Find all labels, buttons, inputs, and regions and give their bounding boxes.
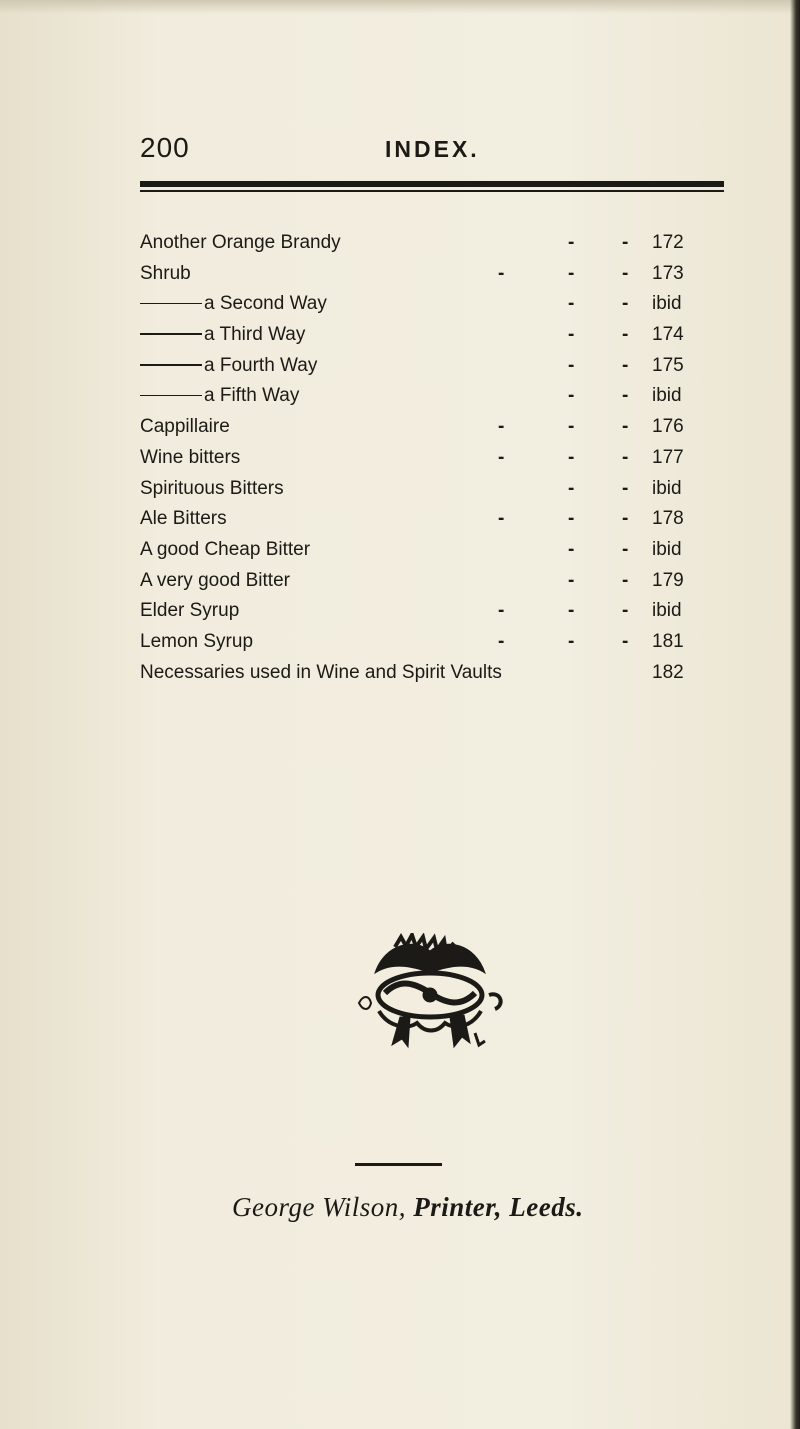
page-right-edge bbox=[790, 0, 800, 1429]
leader-dash: - bbox=[622, 600, 629, 622]
index-entry bbox=[140, 320, 724, 351]
index-entry bbox=[140, 412, 724, 443]
entry-label: a Fourth Way bbox=[204, 354, 318, 376]
running-head: INDEX. bbox=[385, 136, 480, 162]
index-entry bbox=[140, 351, 724, 382]
header-rule-thick bbox=[140, 181, 724, 187]
entry-page-ref: 172 bbox=[652, 232, 684, 253]
leader-dash: - bbox=[498, 508, 505, 530]
leader-dash: - bbox=[568, 600, 575, 622]
leader-dash: - bbox=[622, 446, 629, 468]
leader-dash: - bbox=[568, 446, 575, 468]
index-entry bbox=[140, 289, 724, 320]
leader-dash: - bbox=[622, 262, 629, 284]
leader-dash: - bbox=[498, 416, 505, 438]
page-number: 200 bbox=[140, 132, 190, 163]
index-entry bbox=[140, 504, 724, 535]
leader-dash: - bbox=[498, 446, 505, 468]
leader-dash: - bbox=[622, 477, 629, 499]
index-entry bbox=[140, 658, 724, 689]
printer-name: George Wilson, bbox=[232, 1192, 406, 1222]
index-entry bbox=[140, 381, 724, 412]
leader-dash: - bbox=[568, 293, 575, 315]
leader-dash: - bbox=[498, 262, 505, 284]
entry-page-ref: ibid bbox=[652, 293, 682, 315]
leader-dash: - bbox=[568, 324, 575, 346]
ditto-dash bbox=[140, 333, 202, 335]
leader-dash: - bbox=[622, 416, 629, 438]
leader-dash: - bbox=[622, 538, 629, 560]
leader-dash: - bbox=[568, 232, 575, 253]
floral-ornament-icon bbox=[355, 933, 505, 1051]
leader-dash: - bbox=[622, 385, 629, 407]
printer-imprint bbox=[232, 1192, 652, 1223]
leader-dash: - bbox=[622, 324, 629, 346]
entry-page-ref: 174 bbox=[652, 324, 684, 346]
entry-label: a Second Way bbox=[204, 293, 327, 315]
leader-dash: - bbox=[622, 569, 629, 591]
entry-label: Shrub bbox=[140, 262, 191, 284]
entry-label: Spirituous Bitters bbox=[140, 477, 284, 499]
printer-role: Printer, bbox=[413, 1192, 503, 1222]
entry-page-ref: 178 bbox=[652, 508, 684, 530]
entry-label: Wine bitters bbox=[140, 446, 241, 468]
leader-dash: - bbox=[568, 416, 575, 438]
leader-dash: - bbox=[568, 385, 575, 407]
leader-dash: - bbox=[568, 508, 575, 530]
index-entry bbox=[140, 596, 724, 627]
index-entry bbox=[140, 259, 724, 290]
ditto-dash bbox=[140, 303, 202, 305]
leader-dash: - bbox=[568, 477, 575, 499]
index-entry bbox=[140, 474, 724, 505]
leader-dash: - bbox=[622, 508, 629, 530]
entry-page-ref: 176 bbox=[652, 416, 684, 438]
leader-dash: - bbox=[622, 293, 629, 315]
entry-label: Necessaries used in Wine and Spirit Vaults bbox=[140, 661, 502, 683]
leader-dash: - bbox=[568, 262, 575, 284]
ditto-dash bbox=[140, 395, 202, 397]
entry-label: Elder Syrup bbox=[140, 600, 240, 622]
leader-dash: - bbox=[568, 569, 575, 591]
entry-page-ref: ibid bbox=[652, 385, 682, 407]
header-rule-thin bbox=[140, 190, 724, 192]
entry-label: Cappillaire bbox=[140, 416, 230, 438]
entry-page-ref: 182 bbox=[652, 661, 684, 683]
entry-label: Lemon Syrup bbox=[140, 630, 254, 652]
leader-dash: - bbox=[568, 538, 575, 560]
entry-label: a Third Way bbox=[204, 324, 306, 346]
page-header bbox=[140, 132, 720, 172]
printer-place: Leeds. bbox=[509, 1192, 584, 1222]
leader-dash: - bbox=[498, 600, 505, 622]
index-entry bbox=[140, 566, 724, 597]
leader-dash: - bbox=[622, 232, 629, 253]
footer-rule bbox=[355, 1163, 442, 1166]
page-top-shadow bbox=[0, 0, 800, 14]
index-entry bbox=[140, 535, 724, 566]
index-entry bbox=[140, 627, 724, 658]
entry-label: A good Cheap Bitter bbox=[140, 538, 311, 560]
entry-label: Another Orange Brandy bbox=[140, 232, 341, 253]
entry-page-ref: 181 bbox=[652, 630, 684, 652]
leader-dash: - bbox=[568, 354, 575, 376]
leader-dash: - bbox=[622, 630, 629, 652]
entry-page-ref: 177 bbox=[652, 446, 684, 468]
entry-label: A very good Bitter bbox=[140, 569, 290, 591]
entry-label: Ale Bitters bbox=[140, 508, 227, 530]
entry-page-ref: 175 bbox=[652, 354, 684, 376]
leader-dash: - bbox=[622, 354, 629, 376]
index-entry bbox=[140, 228, 724, 259]
entry-page-ref: 179 bbox=[652, 569, 684, 591]
entry-label: a Fifth Way bbox=[204, 385, 300, 407]
entry-page-ref: 173 bbox=[652, 262, 684, 284]
leader-dash: - bbox=[568, 630, 575, 652]
entry-page-ref: ibid bbox=[652, 538, 682, 560]
entry-page-ref: ibid bbox=[652, 600, 682, 622]
entry-page-ref: ibid bbox=[652, 477, 682, 499]
leader-dash: - bbox=[498, 630, 505, 652]
index-entries bbox=[140, 228, 724, 688]
ditto-dash bbox=[140, 364, 202, 366]
index-entry bbox=[140, 443, 724, 474]
